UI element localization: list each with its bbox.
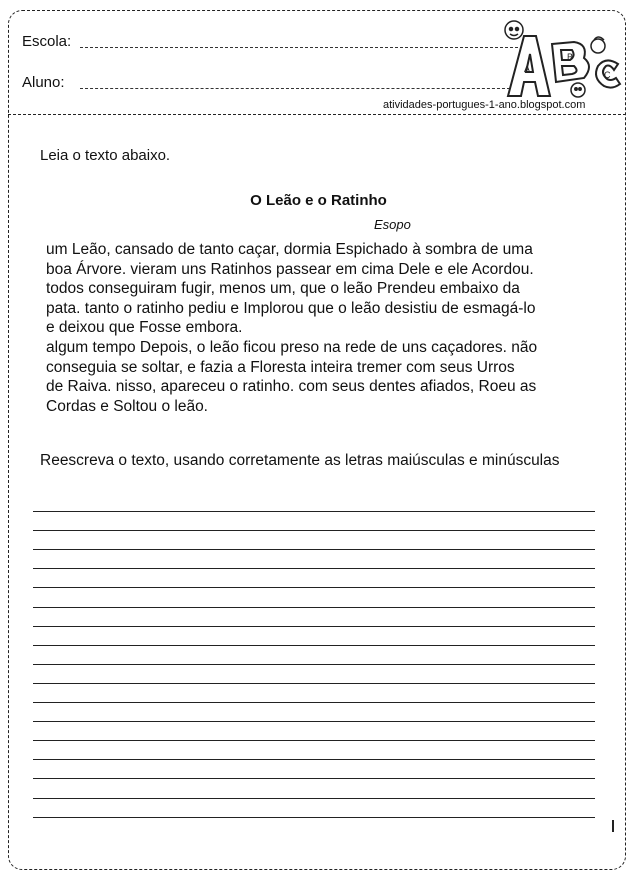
- answer-line[interactable]: [33, 549, 595, 550]
- abc-logo: [494, 16, 622, 100]
- student-field[interactable]: [80, 88, 510, 89]
- story-line: conseguia se soltar, e fazia a Floresta inteira tremer com seus Urros: [46, 358, 515, 376]
- school-label: Escola:: [22, 33, 72, 50]
- answer-line[interactable]: [33, 568, 595, 569]
- answer-line[interactable]: [33, 798, 595, 799]
- reading-instruction: Leia o texto abaixo.: [40, 147, 171, 164]
- answer-line[interactable]: [33, 721, 595, 722]
- answer-line[interactable]: [33, 626, 595, 627]
- story-author: Esopo: [374, 217, 411, 232]
- story-text: [46, 240, 626, 416]
- story-line: de Raiva. nisso, apareceu o ratinho. com seus dentes afiados, Roeu as: [46, 378, 537, 396]
- answer-line[interactable]: [33, 607, 595, 608]
- answer-line[interactable]: [33, 759, 595, 760]
- letter-b-icon: [552, 42, 589, 82]
- margin-mark: [612, 820, 614, 832]
- story-line: Cordas e Soltou o leão.: [46, 397, 208, 415]
- story-line: pata. tanto o ratinho pediu e Implorou que o leão desistiu de esmagá-lo: [46, 299, 536, 317]
- header-separator: [8, 114, 626, 115]
- story-title: O Leão e o Ratinho: [250, 192, 387, 209]
- answer-line[interactable]: [33, 587, 595, 588]
- story-line: um Leão, cansado de tanto caçar, dormia Espichado à sombra de uma: [46, 241, 533, 258]
- logo-letter-a: A: [524, 64, 531, 74]
- school-field[interactable]: [80, 47, 518, 48]
- website-url: atividades-portugues-1-ano.blogspot.com: [383, 99, 586, 111]
- answer-line[interactable]: [33, 664, 595, 665]
- story-line: algum tempo Depois, o leão ficou preso na rede de uns caçadores. não: [46, 338, 538, 356]
- answer-line[interactable]: [33, 778, 595, 779]
- answer-line[interactable]: [33, 511, 595, 512]
- logo-letter-c: C: [604, 70, 611, 80]
- story-line: boa Árvore. vieram uns Ratinhos passear em cima Dele e ele Acordou.: [46, 260, 534, 278]
- answer-line[interactable]: [33, 645, 595, 646]
- story-line: todos conseguiram fugir, menos um, que o leão Prendeu embaixo da: [46, 280, 520, 298]
- answer-line[interactable]: [33, 530, 595, 531]
- rewrite-instruction: Reescreva o texto, usando corretamente as letras maiúsculas e minúsculas: [40, 452, 560, 469]
- story-line: e deixou que Fosse embora.: [46, 319, 243, 337]
- answer-line[interactable]: [33, 683, 595, 684]
- answer-line[interactable]: [33, 817, 595, 818]
- student-label: Aluno:: [22, 74, 65, 91]
- logo-letter-b: B: [567, 52, 574, 62]
- answer-line[interactable]: [33, 702, 595, 703]
- answer-line[interactable]: [33, 740, 595, 741]
